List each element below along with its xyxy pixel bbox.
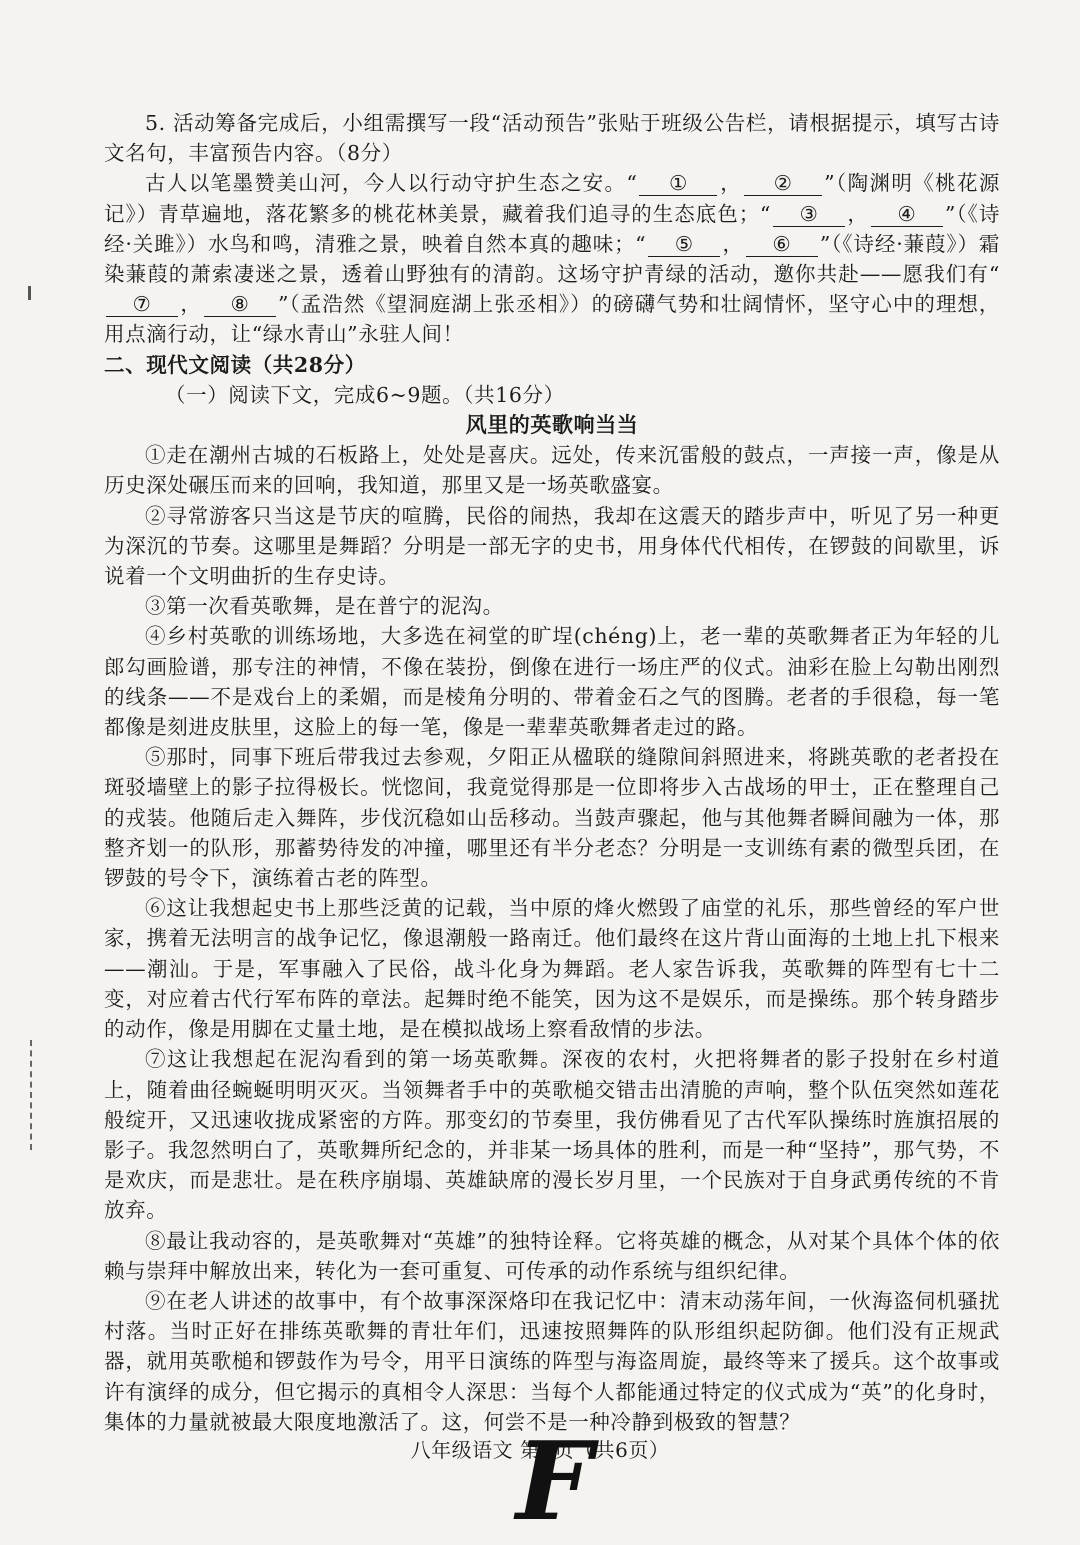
q5-sep-4: ，	[180, 292, 202, 317]
q5-text-3: ”（《诗经·关雎》）水鸟和鸣，清雅之景，映着自然本真的趣味；“	[104, 201, 1000, 256]
answer-blank-4: ④	[871, 202, 943, 227]
q5-sep-1: ，	[719, 171, 743, 196]
answer-blank-7: ⑦	[106, 292, 178, 317]
answer-blank-2: ②	[744, 171, 822, 196]
answer-blank-1: ①	[639, 171, 717, 196]
q5-text-4: ”（《诗经·蒹葭》）霜染蒹葭的萧索凄迷之景，透着山野独有的清韵。这场守护青绿的活动，邀你共赴——愿我们有“	[104, 231, 1000, 287]
article-paragraph-8: ⑧最让我动容的，是英歌舞对“英雄”的独特诠释。它将英雄的概念，从对某个具体个体的依赖与崇拜中解放出来，转化为一套可重复、可传承的动作系统与组织纪律。	[104, 1228, 1000, 1283]
answer-blank-3: ③	[773, 202, 845, 227]
answer-blank-5: ⑤	[648, 232, 720, 257]
article-paragraph-9: ⑨在老人讲述的故事中，有个故事深深烙印在我记忆中：清末动荡年间，一伙海盗伺机骚扰村落。当时正好在排练英歌舞的青壮年们，迅速按照舞阵的队形组织起防御。他们没有正规武器，就用英歌槌和锣鼓作为号令，用平日演练的阵型与海盗周旋，最终等来了援兵。这个故事或许有演绎的成分，但它揭示的真相令人深思：当每个人都能通过特定的仪式成为“英”的化身时，集体的力量就被最大限度地激活了。这，何尝不是一种冷静到极致的智慧？	[104, 1288, 1000, 1434]
q5-sep-2: ，	[846, 201, 869, 226]
article-paragraph-2: ②寻常游客只当这是节庆的喧腾，民俗的闹热，我却在这震天的踏步声中，听见了另一种更为深沉的节奏。这哪里是舞蹈？分明是一部无字的史书，用身体代代相传，在锣鼓的间歇里，诉说着一个文明曲折的生存史诗。	[104, 503, 1000, 589]
question-5-passage	[104, 168, 1000, 349]
article-paragraph-6: ⑥这让我想起史书上那些泛黄的记载，当中原的烽火燃毁了庙堂的礼乐，那些曾经的军户世家，携着无法明言的战争记忆，像退潮般一路南迁。他们最终在这片背山面海的土地上扎下根来——潮汕。于是，军事融入了民俗，战斗化身为舞蹈。老人家告诉我，英歌舞的阵型有七十二变，对应着古代行军布阵的章法。起舞时绝不能笑，因为这不是娱乐，而是操练。那个转身踏步的动作，像是用脚在丈量土地，是在模拟战场上察看敌情的步法。	[104, 896, 1000, 1042]
article-paragraph-4: ④乡村英歌的训练场地，大多选在祠堂的旷埕(chéng)上，老一辈的英歌舞者正为年轻的儿郎勾画脸谱，那专注的神情，不像在装扮，倒像在进行一场庄严的仪式。油彩在脸上勾勒出刚烈的线条——不是戏台上的柔媚，而是棱角分明的、带着金石之气的图腾。老者的手很稳，每一笔都像是刻进皮肤里，这脸上的每一笔，像是一辈辈英歌舞者走过的路。	[104, 624, 1000, 740]
exam-page	[104, 108, 1000, 1437]
article-paragraph-7: ⑦这让我想起在泥沟看到的第一场英歌舞。深夜的农村，火把将舞者的影子投射在乡村道上，随着曲径蜿蜒明明灭灭。当领舞者手中的英歌槌交错击出清脆的声响，整个队伍突然如莲花般绽开，又迅速收拢成紧密的方阵。那变幻的节奏里，我仿佛看见了古代军队操练时旌旗招展的影子。我忽然明白了，英歌舞所纪念的，并非某一场具体的胜利，而是一种“坚持”，那气势，不是欢庆，而是悲壮。是在秩序崩塌、英雄缺席的漫长岁月里，一个民族对于自身武勇传统的不肯放弃。	[104, 1047, 1000, 1223]
q5-text-2: ”（陶渊明《桃花源记》）青草遍地，落花繁多的桃花林美景，藏着我们追寻的生态底色；“	[104, 171, 1000, 226]
q5-text-1: 古人以笔墨赞美山河，今人以行动守护生态之安。“	[145, 171, 638, 196]
answer-blank-6: ⑥	[746, 232, 818, 257]
paper-version-mark: F	[516, 1419, 593, 1545]
article-paragraph-5: ⑤那时，同事下班后带我过去参观，夕阳正从楹联的缝隙间斜照进来，将跳英歌的老者投在斑驳墙壁上的影子拉得极长。恍惚间，我竟觉得那是一位即将步入古战场的甲士，正在整理自己的戎装。他随后走入舞阵，步伐沉稳如山岳移动。当鼓声骤起，他与其他舞者瞬间融为一体，那整齐划一的队形，那蓄势待发的冲撞，哪里还有半分老态？分明是一支训练有素的微型兵团，在锣鼓的号令下，演练着古老的阵型。	[104, 745, 1000, 891]
margin-tick-mark	[28, 286, 31, 300]
answer-blank-8: ⑧	[204, 292, 276, 317]
page-footer: 八年级语文 第2页（共6页）	[410, 1438, 670, 1462]
section-subheading: （一）阅读下文，完成6~9题。（共16分）	[165, 382, 565, 407]
section-heading: 二、现代文阅读（共28分）	[104, 352, 366, 377]
article-paragraph-1: ①走在潮州古城的石板路上，处处是喜庆。远处，传来沉雷般的鼓点，一声接一声，像是从历史深处碾压而来的回响，我知道，那里又是一场英歌盛宴。	[104, 443, 1000, 498]
article-title: 风里的英歌响当当	[465, 412, 639, 438]
margin-dashed-line	[30, 1040, 38, 1150]
q5-text-5: ”（孟浩然《望洞庭湖上张丞相》）的磅礴气势和壮阔情怀，坚守心中的理想，用点滴行动，让“绿水青山”永驻人间！	[104, 292, 1000, 347]
q5-sep-3: ，	[722, 231, 744, 256]
question-5-stem: 5. 活动筹备完成后，小组需撰写一段“活动预告”张贴于班级公告栏，请根据提示，填写古诗文名句，丰富预告内容。（8分）	[104, 111, 1000, 166]
article-paragraph-3: ③第一次看英歌舞，是在普宁的泥沟。	[145, 594, 504, 619]
